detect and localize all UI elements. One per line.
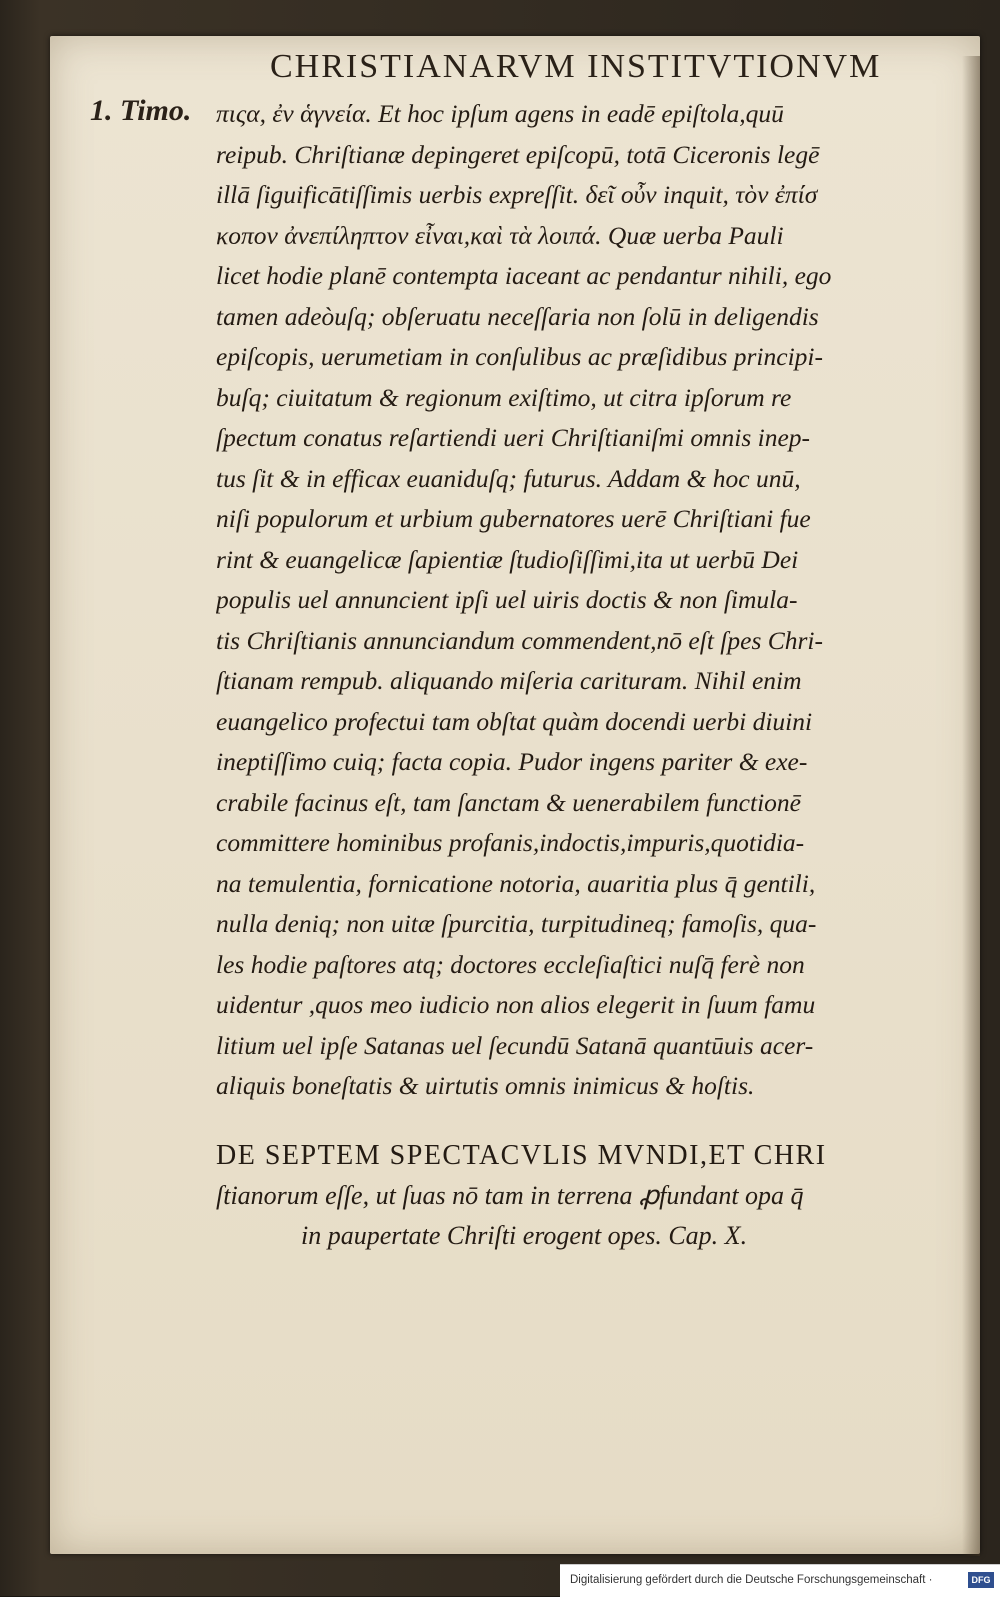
text-line: ſpectum conatus reſartiendi ueri Chriſtianiſmi omnis inep-: [216, 423, 811, 452]
text-line: ſtianam rempub. aliquando miſeria carituram. Nihil enim: [216, 666, 802, 695]
text-line: πιςα, ἐν ἁγνεία. Et hoc ipſum agens in eadē epiſtola,quū: [216, 99, 784, 128]
text-line: niſi populorum et urbium gubernatores uerē Chriſtiani fue: [216, 504, 811, 533]
chapter-heading-line: DE SEPTEM SPECTACVLIS MVNDI,ET CHRI: [216, 1140, 827, 1171]
text-line: buſq; ciuitatum & regionum exiſtimo, ut citra ipſorum re: [216, 382, 792, 412]
page-edge-shadow: [962, 56, 980, 1556]
text-line: reipub. Chriſtianæ depingeret epiſcopū, totā Ciceronis legē: [216, 139, 820, 169]
text-line: rint & euangelicæ ſapientiæ ſtudioſiſſimi,ita ut uerbū Dei: [216, 544, 799, 574]
text-line: licet hodie planē contempta iaceant ac pendantur nihili, ego: [216, 261, 832, 290]
text-line: crabile facinus eſt, tam ſanctam & uenerabilem functionē: [216, 787, 801, 817]
text-line: ineptiſſimo cuiq; facta copia. Pudor ingens pariter & exe-: [216, 747, 808, 776]
text-line: κοπον ἀνεπίληπτον εἶναι,καὶ τὰ λοιπά. Quæ uerba Pauli: [216, 220, 784, 250]
text-line: tis Chriſtianis annunciandum commendent,nō eſt ſpes Chri-: [216, 625, 824, 655]
text-line: tus ſit & in efficax euaniduſq; futurus. Addam & hoc unū,: [216, 463, 801, 493]
text-line: populis uel annuncient ipſi uel uiris doctis & non ſimula-: [216, 585, 798, 614]
text-line: committere hominibus profanis,indoctis,impuris,quotidia-: [216, 828, 805, 857]
text-line: euangelico profectui tam obſtat quàm docendi uerbi diuini: [216, 706, 813, 736]
margin-note: 1. Timo.: [90, 94, 192, 127]
footer-credit: Digitalisierung gefördert durch die Deutsche Forschungsgemeinschaft ·: [570, 1574, 933, 1586]
text-line: epiſcopis, uerumetiam in conſulibus ac præſidibus principi-: [216, 342, 823, 371]
chapter-heading: [216, 1136, 916, 1256]
dfg-logo: DFG: [968, 1572, 994, 1588]
running-head: CHRISTIANARVM INSTITVTIONVM: [270, 48, 882, 85]
digitization-footer: [560, 1564, 1000, 1597]
text-line: litium uel ipſe Satanas uel ſecundū Satanā quantūuis acer-: [216, 1030, 814, 1060]
text-line: tamen adeòuſq; obſeruatu neceſſaria non ſolū in deligendis: [216, 301, 819, 331]
body-text: [216, 94, 912, 1107]
text-line: nulla deniq; non uitæ ſpurcitia, turpitudineq; famoſis, qua-: [216, 909, 817, 938]
chapter-heading-line: in paupertate Chriſti erogent opes. Cap. X.: [301, 1221, 748, 1250]
text-line: les hodie paſtores atq; doctores eccleſiaſtici nuſq̄ ferè non: [216, 949, 805, 979]
chapter-heading-line: ſtianorum eſſe, ut ſuas nō tam in terrena ꝓfundant opa q̄: [216, 1181, 804, 1210]
text-line: aliquis boneſtatis & uirtutis omnis inimicus & hoſtis.: [216, 1071, 755, 1100]
text-line: na temulentia, fornicatione notoria, auaritia plus q̄ gentili,: [216, 868, 816, 898]
text-line: uidentur ,quos meo iudicio non alios elegerit in ſuum famu: [216, 990, 816, 1019]
text-line: illā ſiguificātiſſimis uerbis expreſſit. δεῖ οὖν inquit, τὸν ἐπίσ: [216, 180, 818, 209]
